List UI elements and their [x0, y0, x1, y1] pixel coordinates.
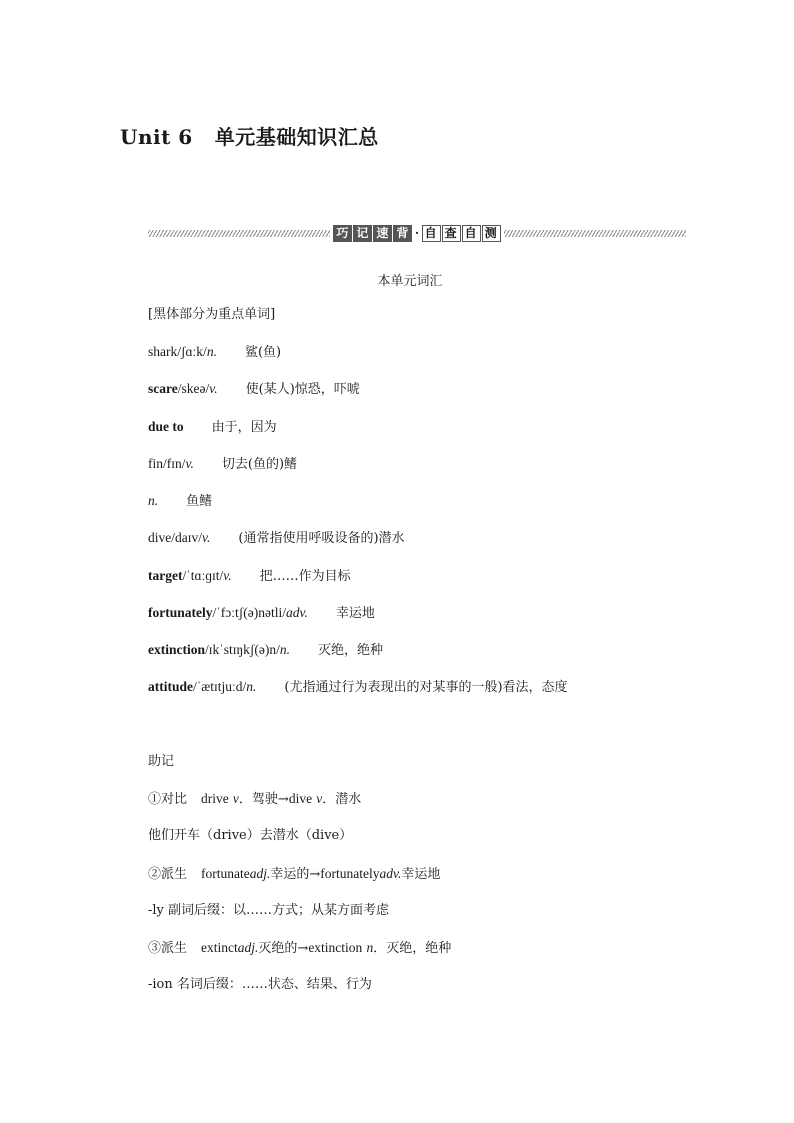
vocab-word: fin [148, 456, 163, 471]
badge-bei: 背 [393, 225, 412, 242]
vocab-pos: adv. [285, 605, 308, 620]
vocab-pos: v. [209, 381, 218, 396]
mnemonic-pos-b: adv. [379, 866, 402, 881]
vocab-pos: v. [202, 530, 211, 545]
vocab-pos: v. [185, 456, 194, 471]
vocab-word: scare [148, 381, 178, 396]
vocab-row-fin-noun [148, 492, 212, 511]
vocab-row-dive [148, 529, 405, 548]
vocab-word: fortunately [148, 605, 213, 620]
banner-badges [330, 225, 504, 242]
vocab-pos: n. [246, 679, 257, 694]
vocab-word: due to [148, 419, 184, 434]
badge-qiao: 巧 [333, 225, 352, 242]
section-banner [148, 223, 686, 243]
mnemonic-3 [148, 939, 451, 958]
badge-ce: 测 [482, 225, 501, 242]
mnemonic-label: ③派生 [148, 941, 188, 956]
vocab-meaning: (尤指通过行为表现出的对某事的一般)看法，态度 [284, 680, 568, 695]
vocab-row-target [148, 567, 351, 586]
vocab-word: target [148, 568, 183, 583]
vocab-meaning: 切去(鱼的)鳍 [221, 457, 298, 472]
mnemonic-label: ①对比 [148, 792, 188, 807]
note-line: [黑体部分为重点单词] [148, 307, 276, 322]
mnemonic-pos-a: adj. [237, 940, 259, 955]
vocab-meaning: 灭绝，绝种 [318, 643, 384, 658]
mnemonic-label: ②派生 [148, 867, 188, 882]
mnemonic-word-b: fortunately [320, 866, 380, 881]
mnemonic-2 [148, 865, 440, 884]
vocab-phonetic: /daɪv/ [171, 530, 202, 545]
vocab-row-scare [148, 380, 360, 399]
mnemonic-pos-b: n [366, 940, 374, 955]
vocab-word: dive [148, 530, 172, 545]
vocab-pos: n. [148, 493, 159, 508]
mnemonic-meaning-b: 幸运地 [401, 867, 441, 882]
vocab-phonetic: /skeə/ [177, 381, 210, 396]
badge-zi: 自 [422, 225, 441, 242]
mnemonic-meaning-a: 幸运的→ [270, 867, 321, 882]
vocab-meaning: 幸运地 [335, 606, 375, 621]
banner-hatch-right [504, 230, 686, 237]
vocab-meaning: 使(某人)惊恐，吓唬 [245, 382, 360, 397]
vocab-row-attitude [148, 678, 568, 697]
mnemonic-word-a: drive [201, 791, 229, 806]
vocab-phonetic: /ˈtɑːɡɪt/ [182, 568, 224, 583]
vocab-meaning: 把……作为目标 [259, 569, 351, 584]
badge-zi-2: 自 [462, 225, 481, 242]
vocab-phonetic: /fɪn/ [163, 456, 186, 471]
vocab-word: extinction [148, 642, 205, 657]
vocab-word: attitude [148, 679, 193, 694]
vocab-word: shark [148, 344, 178, 359]
badge-ji: 记 [353, 225, 372, 242]
vocab-pos: v. [223, 568, 232, 583]
mnemonic-meaning-b: ．潜水 [322, 792, 362, 807]
vocab-pos: n. [206, 344, 217, 359]
page-title [120, 121, 379, 150]
vocab-phonetic: /ʃɑːk/ [177, 344, 207, 359]
vocab-row-due-to [148, 418, 277, 437]
mnemonic-meaning-a: ．驾驶→ [238, 792, 289, 807]
mnemonic-1 [148, 790, 361, 809]
vocab-pos: n. [279, 642, 291, 657]
vocab-meaning: 由于，因为 [211, 420, 277, 435]
vocab-meaning: (通常指使用呼吸设备的)潜水 [238, 531, 405, 546]
badge-su: 速 [373, 225, 392, 242]
mnemonics-heading: 助记 [148, 754, 175, 769]
mnemonic-word-b: extinction [308, 940, 363, 955]
vocab-phonetic: /ˈfɔːtʃ(ə)nətli/ [212, 605, 286, 620]
title-text: 单元基础知识汇总 [214, 125, 379, 149]
mnemonic-pos-b: v [316, 791, 323, 806]
mnemonic-word-a: fortunate [201, 866, 250, 881]
banner-hatch-left [148, 230, 330, 237]
badge-cha: 查 [442, 225, 461, 242]
vocab-meaning: 鱼鳍 [186, 494, 213, 509]
vocab-phonetic: /ˈætɪtjuːd/ [193, 679, 247, 694]
mnemonic-word-b: dive [288, 791, 313, 806]
vocab-row-fortunately [148, 604, 375, 623]
vocab-row-fin [148, 455, 297, 474]
vocab-row-extinction [148, 641, 383, 660]
vocab-row-shark [148, 343, 281, 362]
section-title: 本单元词汇 [377, 274, 443, 289]
mnemonic-meaning-a: 灭绝的→ [258, 941, 309, 956]
mnemonic-pos-a: v [232, 791, 239, 806]
mnemonic-1-note: 他们开车（drive）去潜水（dive） [148, 828, 353, 843]
mnemonic-3-note: -ion 名词后缀：……状态、结果、行为 [148, 977, 372, 992]
vocab-meaning: 鲨(鱼) [244, 345, 282, 360]
vocab-phonetic: /ɪkˈstɪŋkʃ(ə)n/ [205, 642, 280, 657]
unit-label: Unit 6 [120, 125, 193, 149]
badge-separator: · [414, 226, 420, 240]
mnemonic-2-note: -ly 副词后缀：以……方式；从某方面考虑 [148, 903, 390, 918]
mnemonic-meaning-b: ．灭绝，绝种 [373, 941, 452, 956]
mnemonic-word-a: extinct [201, 940, 238, 955]
mnemonic-pos-a: adj. [249, 866, 271, 881]
